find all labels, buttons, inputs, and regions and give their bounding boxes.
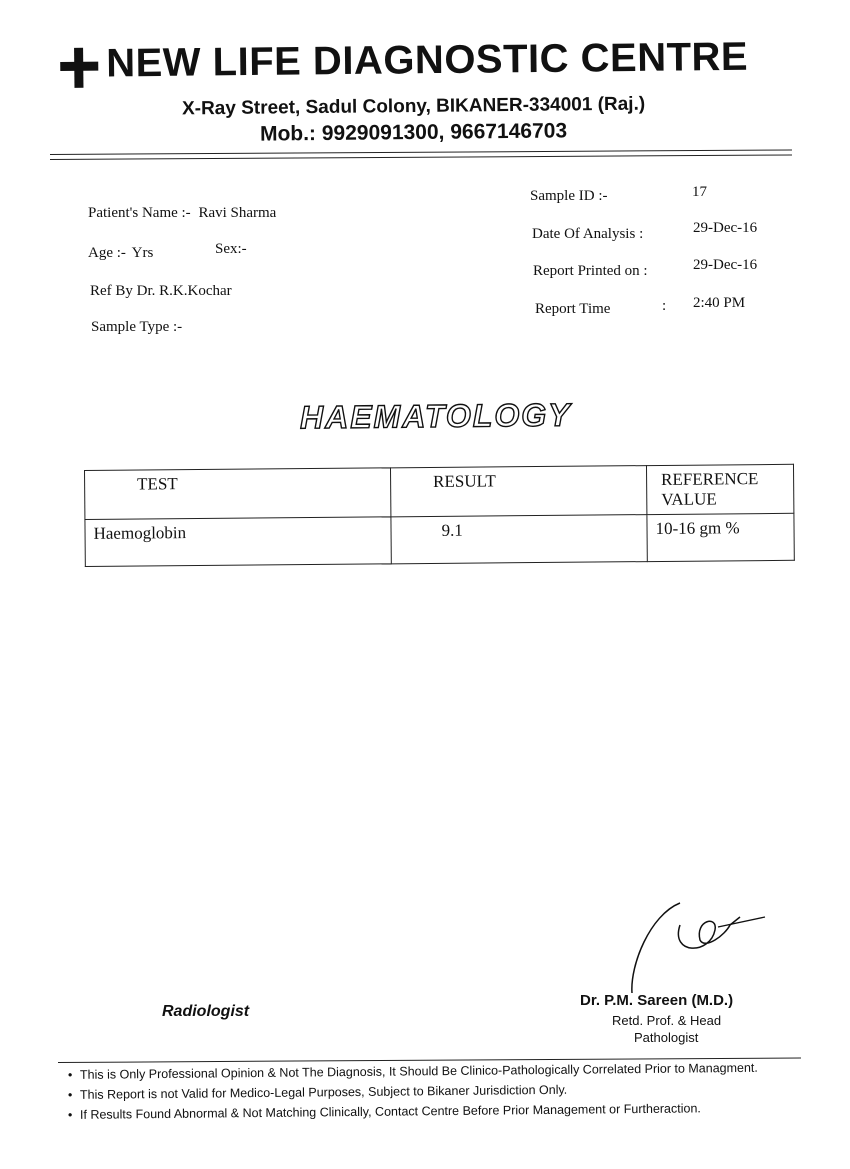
results-header-row (85, 464, 794, 519)
analysis-date-label: Date Of Analysis : (532, 226, 644, 242)
footer-note: • This is Only Professional Opinion & Not The Diagnosis, It Should Be Clinico-Pathologically Correlated Prior to Managment. (67, 1060, 758, 1082)
patient-name-label: Patient's Name :- (88, 205, 191, 221)
report-time-colon: : (662, 298, 667, 314)
patient-age-label: Age :- (88, 245, 126, 261)
plus-cross-icon (58, 43, 100, 90)
reference-value-cell: 10-16 gm % (647, 513, 794, 561)
report-time-label: Report Time (535, 301, 611, 317)
table-row (85, 513, 794, 566)
footer-note: • If Results Found Abnormal & Not Matching Clinically, Contact Centre Before Prior Management or Furtheraction. (67, 1101, 701, 1122)
col-test-header: TEST (85, 468, 391, 520)
pathologist-title: Retd. Prof. & Head (612, 1013, 722, 1028)
pathologist-dept: Pathologist (634, 1030, 699, 1045)
footer-note: • This Report is not Valid for Medico-Legal Purposes, Subject to Bikaner Jurisdiction Only. (67, 1082, 568, 1102)
printed-date-value: 29-Dec-16 (693, 257, 758, 273)
patient-name-value: Ravi Sharma (198, 205, 277, 221)
signature-scribble (620, 895, 780, 995)
result-value-cell: 9.1 (391, 515, 647, 564)
centre-mobile: Mob.: 9929091300, 9667146703 (259, 119, 568, 146)
sample-id-value: 17 (692, 184, 707, 200)
centre-name: NEW LIFE DIAGNOSTIC CENTRE (105, 34, 749, 86)
col-result-header: RESULT (390, 466, 646, 517)
test-name-cell: Haemoglobin (85, 517, 391, 567)
sample-type-label: Sample Type :- (91, 319, 183, 335)
sample-id-label: Sample ID :- (530, 188, 608, 204)
centre-title (58, 35, 748, 90)
centre-address: X-Ray Street, Sadul Colony, BIKANER-334001 (Raj.) (181, 93, 646, 120)
patient-sex-label: Sex:- (215, 241, 247, 257)
report-time-value: 2:40 PM (693, 295, 746, 311)
printed-date-label: Report Printed on : (533, 263, 648, 279)
header-divider-bottom (50, 154, 792, 160)
patient-age-row (88, 245, 153, 262)
department-heading: HAEMATOLOGY (299, 396, 572, 436)
col-reference-header: REFERENCE VALUE (646, 464, 793, 514)
analysis-date-value: 29-Dec-16 (693, 220, 758, 236)
radiologist-label: Radiologist (162, 1003, 250, 1020)
patient-age-unit: Yrs (131, 245, 154, 261)
patient-name-row (88, 205, 276, 222)
pathologist-name: Dr. P.M. Sareen (M.D.) (580, 992, 734, 1009)
results-table (84, 464, 795, 567)
referred-by: Ref By Dr. R.K.Kochar (90, 283, 232, 299)
